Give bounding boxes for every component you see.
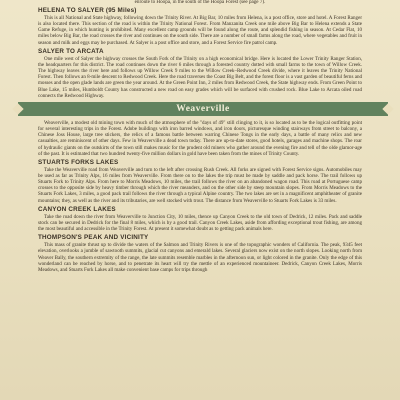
section-heading-helena-salyer: HELENA TO SALYER (95 Miles) <box>38 7 137 14</box>
section-text-thompsons-peak: This mass of granite thrust up to divide the waters of the Salmon and Trinity Rivers is one of the topographic wonders of California. The peak, 9345 feet elevation, overlooks a jumble of sawtooth summits, glacial cut canyons and emerald lakes. Several glaciers now exist on the north slopes. Looking north from Weaver Bally, the southern extremity of the range, the late summits resemble marbles in the afternoon sun, or light colored in the granite. Only the edge of this wonderland can be reached by horse, and to penetrate its heart will try the mettle of an experienced mountaineer. Dedrick, Canyon Creek Lakes, Morris Meadows, and Stuarts Fork Lakes all make convenient base camps for trips through <box>38 242 362 273</box>
section-text-canyon-creek: Take the road down the river from Weaverville to Junction City, 10 miles, thence up Canyon Creek to the old town of Dedrick, 12 miles. Pack and saddle stock can be secured in Dedrick for the final 8 miles, which is by a good trail. Canyon Creek Lakes, aside from affording exceptional trout fishing, are among the most beautiful and accessible in the Trinity Forest. At present it somewhat doubt as to getting pack animals here. <box>38 213 362 233</box>
section-text-helena-salyer: This is all National and State highway, following down the Trinity River. At Big Bar, 10 miles from Helena, is a post office, store and hotel. A Forest Ranger is also located there. This section of the road is within the Trinity National Forest. From Manzanita Creek one mile above Big Bar to Helena extends a State Game Refuge, in which hunting is prohibited. Many excellent camp grounds will be found along the route, and splendid fishing in season. At Cedar Flat, 10 miles below Big Bar, the road crosses the river and continues on the south side. There are a number of small farms along the road, where vegetables and fruit in season and milk and eggs may be purchased. At Salyer is a post office and store, and a Forest Service fire patrol camp. <box>38 15 362 46</box>
weaverville-text: Weaverville, a modest old mining town with much of the atmosphere of the "days of 49" still clinging to it, is so located as to be the logical outfitting point for several interesting trips in the Forest. Adobe buildings with iron barred windows, and iron doors, picturesque winding stairways from street to balcony, a Chinese Joss House, large tree stickers, the relics of a famous battle between warring Chinese Tongs in the early days, a battle of many relics and new casualties, are reminiscent of other days. Few in Weaverville a dead town today. There are up-to-date stores, good hotels, garages and machine shops. The roar of hydraulic giants on the outskirts of the town still makes music for the prudent old miners who gather around the evening fire and tell of the olde glamor-age of the past. It is estimated that two hundred twenty-five million dollars in gold have been taken from the mines of Trinity County. <box>38 119 362 157</box>
section-text-stuarts-forks: Take the Weaverville road from Weaverville and turn to the left after crossing Rush Creek. All forks are signed with Forest Service signs. Automobiles may be used as far as Trinity Alps, 16 miles from Weaverville. From there on to the lakes the trip must be made by saddle and pack horse. The trail follows up Stuarts Fork to Trinity Alps. From here to Morris Meadows, 10 miles, the trail follows the river on an abandoned wagon road. This road at Portuguese camp crosses to the opposite side by heavy timber through which the river meanders, and on the other side by steep mountain slopes. From Morris Meadows to the Stuarts Fork Lakes, 3 miles, a good pack trail follows the river through a typical Alpine country. The two lakes are set in a magnificent amphitheater of granite mountains; they, as well as the river and its tributaries, are well stocked with trout. The distance from Weaverville to Stuarts Fork Lakes is 33 miles. <box>38 166 362 204</box>
section-heading-thompsons-peak: THOMPSON'S PEAK AND VICINITY <box>38 234 149 242</box>
weaverville-banner <box>18 102 388 116</box>
banner-title: Weaverville <box>176 103 230 114</box>
section-heading-stuarts-forks: STUARTS FORKS LAKES <box>38 158 119 166</box>
intro-line: enroute to Hoopa, in the south of the Hoopa Forest (see page 7). <box>134 0 266 5</box>
page-content <box>38 0 362 274</box>
section-heading-canyon-creek: CANYON CREEK LAKES <box>38 205 116 213</box>
section-heading-salyer-arcata: SALYER TO ARCATA <box>38 47 104 55</box>
section-text-salyer-arcata: One mile west of Salyer the highway crosses the South Fork of the Trinity on a high economical bridge. Here is located the Lower Trinity Ranger Station, the headquarters for this district. The road continues down the river 6 miles through a forested country dotted with small farms to the town of Willow Creek. The highway leaves the river here and follows up Willow Creek 9 miles to the Willow Creek–Redwood Creek divide, where it leaves the Trinity National Forest. Then follows an 8-mile descent to Redwood Creek. Here the road traverses the Coast Big Belt, and the forest floor is a vast garden of beautiful ferns and mosses and the open glade lands are green the year around. At the Green Point Inn, 2 miles from Redwood Creek, the State highway ends. From Green Point to Blue Lake, 15 miles, Humboldt County has constructed a new road on easy grades which will be surfaced with crushed rock. Blue Lake to Arcata oiled road connects the Redwood Highway. <box>38 55 362 99</box>
